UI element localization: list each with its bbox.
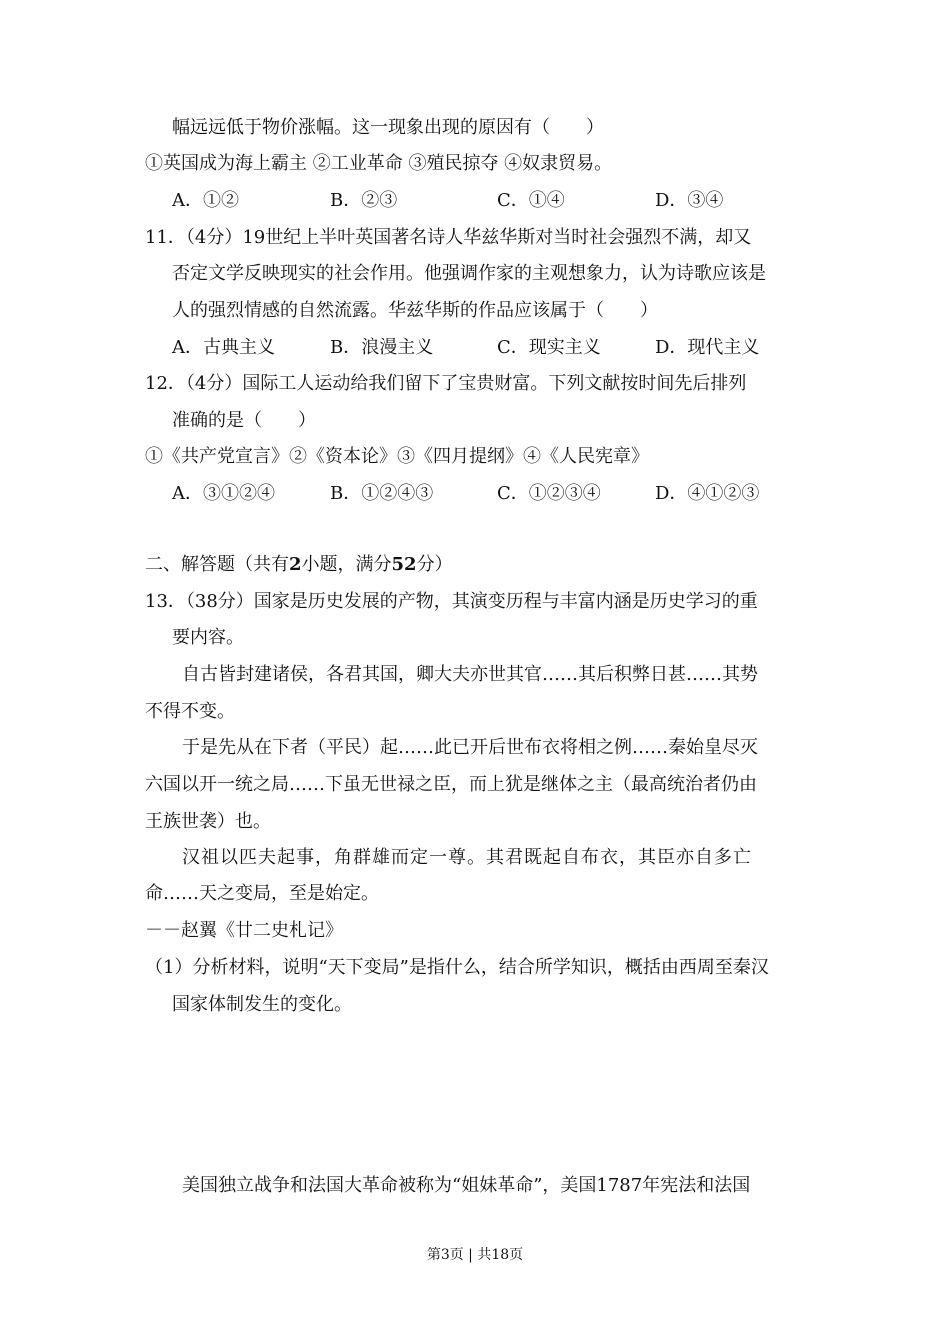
q11-option-b: B．浪漫主义	[330, 337, 434, 358]
q12-option-c: C．①②③④	[497, 483, 601, 504]
q10-option-a: A．①②	[172, 190, 239, 211]
q13-line: 要内容。	[172, 627, 244, 648]
section-heading: 二、解答题（共有2小题，满分52分）	[145, 554, 453, 575]
material-line: 六国以开一统之局……下虽无世禄之臣，而上犹是继体之主（最高统治者仍由	[145, 774, 757, 795]
q12-option-a: A．③①②④	[172, 483, 275, 504]
sub-question-1: （1）分析材料，说明“天下变局”是指什么，结合所学知识，概括由西周至秦汉	[145, 957, 769, 978]
q11-line: 11．（4分）19世纪上半叶英国著名诗人华兹华斯对当时社会强烈不满，却又	[145, 227, 752, 248]
q12-line: 12．（4分）国际工人运动给我们留下了宝贵财富。下列文献按时间先后排列	[145, 373, 747, 394]
sub-question-1: 国家体制发生的变化。	[172, 994, 352, 1015]
q12-option-d: D．④①②③	[655, 483, 760, 504]
q11-line: 人的强烈情感的自然流露。华兹华斯的作品应该属于（ ）	[172, 300, 658, 321]
q12-items: ①《共产党宣言》②《资本论》③《四月提纲》④《人民宪章》	[145, 446, 649, 467]
q10-option-b: B．②③	[330, 190, 398, 211]
q12-line: 准确的是（ ）	[172, 410, 316, 431]
q11-option-c: C．现实主义	[497, 337, 601, 358]
material-source: －－赵翼《廿二史札记》	[145, 920, 343, 941]
material-line: 于是先从在下者（平民）起……此已开后世布衣将相之例……秦始皇尽灭	[182, 737, 758, 758]
material-line: 王族世袭）也。	[145, 811, 271, 832]
q10-items: ①英国成为海上霸主 ②工业革命 ③殖民掠夺 ④奴隶贸易。	[145, 153, 613, 174]
page-footer: 第3页 | 共18页	[426, 1247, 524, 1263]
q12-option-b: B．①②④③	[330, 483, 434, 504]
q13-line: 13．（38分）国家是历史发展的产物，其演变历程与丰富内涵是历史学习的重	[145, 591, 758, 612]
q11-line: 否定文学反映现实的社会作用。他强调作家的主观想象力，认为诗歌应该是	[172, 263, 766, 284]
next-material-line: 美国独立战争和法国大革命被称为“姐妹革命”，美国1787年宪法和法国	[182, 1175, 751, 1196]
q10-option-d: D．③④	[655, 190, 724, 211]
material-line: 自古皆封建诸侯，各君其国，卿大夫亦世其官……其后积弊日甚……其势	[182, 664, 758, 685]
q11-option-d: D．现代主义	[655, 337, 760, 358]
material-line: 命……天之变局，至是始定。	[145, 883, 379, 904]
material-line: 汉祖以匹夫起事，角群雄而定一尊。其君既起自布衣，其臣亦自多亡	[182, 847, 752, 868]
q11-option-a: A．古典主义	[172, 337, 275, 358]
material-line: 不得不变。	[145, 701, 235, 722]
q10-stem-tail: 幅远远低于物价涨幅。这一现象出现的原因有（ ）	[172, 117, 604, 138]
q10-option-c: C．①④	[497, 190, 565, 211]
